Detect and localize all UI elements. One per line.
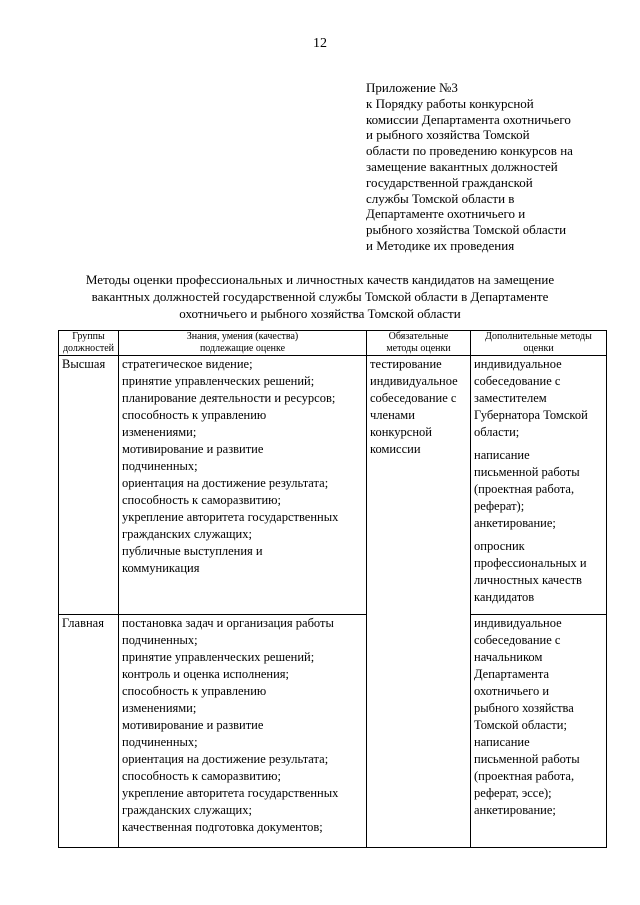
page-number: 12 xyxy=(313,36,327,51)
list-item: укрепление авторитета государственных xyxy=(122,510,339,524)
list-item: собеседование с xyxy=(370,391,457,405)
list-item: качественная подготовка документов; xyxy=(122,820,323,834)
appendix-line: и Методике их проведения xyxy=(366,237,515,253)
appendix-line: комиссии Департамента охотничьего xyxy=(366,111,571,127)
group-cell: Высшая xyxy=(59,356,119,615)
list-item: письменной работы xyxy=(474,465,580,479)
list-item: собеседование с xyxy=(474,374,561,388)
header-line: Обязательные xyxy=(388,331,449,342)
additional-method-block xyxy=(474,356,603,441)
appendix-line: Приложение №3 xyxy=(366,80,458,95)
list-item: публичные выступления и xyxy=(122,544,263,558)
appendix-block xyxy=(366,80,626,254)
list-item: подчиненных; xyxy=(122,459,198,473)
list-item: членами xyxy=(370,408,415,422)
list-item: стратегическое видение; xyxy=(122,357,253,371)
list-item: гражданских служащих; xyxy=(122,803,252,817)
list-item: реферат); xyxy=(474,499,525,513)
header-line: Группы xyxy=(72,331,105,342)
header-line: Дополнительные методы xyxy=(485,331,592,342)
list-item: (проектная работа, xyxy=(474,769,575,783)
list-item: постановка задач и организация работы xyxy=(122,616,334,630)
list-item: реферат, эссе); xyxy=(474,786,552,800)
group-cell: Главная xyxy=(59,615,119,848)
document-title xyxy=(40,271,600,322)
list-item: принятие управленческих решений; xyxy=(122,374,315,388)
header-line: методы оценки xyxy=(386,343,451,354)
appendix-line: и рыбного хозяйства Томской xyxy=(366,127,530,143)
list-item: анкетирование; xyxy=(474,516,556,530)
header-mandatory xyxy=(367,331,471,356)
list-item: планирование деятельности и ресурсов; xyxy=(122,391,336,405)
header-line: должностей xyxy=(62,343,115,354)
list-item: собеседование с xyxy=(474,633,561,647)
additional-method-block xyxy=(474,538,603,606)
list-item: написание xyxy=(474,735,530,749)
list-item: ориентация на достижение результата; xyxy=(122,752,329,766)
list-item: начальником xyxy=(474,650,543,664)
appendix-line: Департаменте охотничьего и xyxy=(366,206,526,222)
table-row xyxy=(59,615,607,848)
appendix-line: замещение вакантных должностей xyxy=(366,158,558,174)
list-item: Департамента xyxy=(474,667,550,681)
list-item: написание xyxy=(474,448,530,462)
list-item: коммуникация xyxy=(122,561,200,575)
list-item: личностных качеств xyxy=(474,573,582,587)
appendix-line: области по проведению конкурсов на xyxy=(366,143,573,159)
skills-cell xyxy=(119,356,367,615)
title-line: вакантных должностей государственной службы Томской области в Департаменте xyxy=(91,289,549,304)
list-item: изменениями; xyxy=(122,425,197,439)
additional-method-block xyxy=(474,615,603,819)
additional-methods-cell xyxy=(471,615,607,848)
list-item: Томской области; xyxy=(474,718,567,732)
list-item: комиссии xyxy=(370,442,421,456)
appendix-line: к Порядку работы конкурсной xyxy=(366,95,534,111)
list-item: мотивирование и развитие xyxy=(122,718,264,732)
list-item: тестирование xyxy=(370,357,442,371)
list-item: области; xyxy=(474,425,520,439)
header-additional xyxy=(471,331,607,356)
list-item: гражданских служащих; xyxy=(122,527,252,541)
list-item: опросник xyxy=(474,539,525,553)
list-item: индивидуальное xyxy=(474,616,562,630)
list-item: подчиненных; xyxy=(122,633,198,647)
list-item: подчиненных; xyxy=(122,735,198,749)
list-item: мотивирование и развитие xyxy=(122,442,264,456)
list-item: изменениями; xyxy=(122,701,197,715)
list-item: ориентация на достижение результата; xyxy=(122,476,329,490)
header-line: подлежащие оценке xyxy=(199,343,286,354)
mandatory-methods-cell xyxy=(367,356,471,848)
list-item: анкетирование; xyxy=(474,803,556,817)
list-item: индивидуальное xyxy=(370,374,458,388)
header-groups xyxy=(59,331,119,356)
additional-methods-cell xyxy=(471,356,607,615)
list-item: способность к управлению xyxy=(122,684,267,698)
additional-method-block xyxy=(474,447,603,532)
list-item: индивидуальное xyxy=(474,357,562,371)
list-item: конкурсной xyxy=(370,425,432,439)
header-skills xyxy=(119,331,367,356)
list-item: охотничьего и xyxy=(474,684,550,698)
list-item: способность к саморазвитию; xyxy=(122,769,281,783)
assessment-methods-table xyxy=(58,330,607,848)
list-item: рыбного хозяйства xyxy=(474,701,574,715)
list-item: принятие управленческих решений; xyxy=(122,650,315,664)
appendix-line: государственной гражданской xyxy=(366,174,533,190)
list-item: укрепление авторитета государственных xyxy=(122,786,339,800)
list-item: способность к управлению xyxy=(122,408,267,422)
table-row xyxy=(59,356,607,615)
skills-cell xyxy=(119,615,367,848)
list-item: контроль и оценка исполнения; xyxy=(122,667,290,681)
header-line: Знания, умения (качества) xyxy=(186,331,299,342)
title-line: Методы оценки профессиональных и личностных качеств кандидатов на замещение xyxy=(85,272,555,287)
list-item: письменной работы xyxy=(474,752,580,766)
list-item: заместителем xyxy=(474,391,547,405)
list-item: кандидатов xyxy=(474,590,535,604)
table-header-row xyxy=(59,331,607,356)
appendix-line: рыбного хозяйства Томской области xyxy=(366,222,567,238)
list-item: Губернатора Томской xyxy=(474,408,588,422)
header-line: оценки xyxy=(523,343,554,354)
appendix-line: службы Томской области в xyxy=(366,190,515,206)
list-item: профессиональных и xyxy=(474,556,587,570)
title-line: охотничьего и рыбного хозяйства Томской области xyxy=(179,306,461,321)
list-item: способность к саморазвитию; xyxy=(122,493,281,507)
list-item: (проектная работа, xyxy=(474,482,575,496)
